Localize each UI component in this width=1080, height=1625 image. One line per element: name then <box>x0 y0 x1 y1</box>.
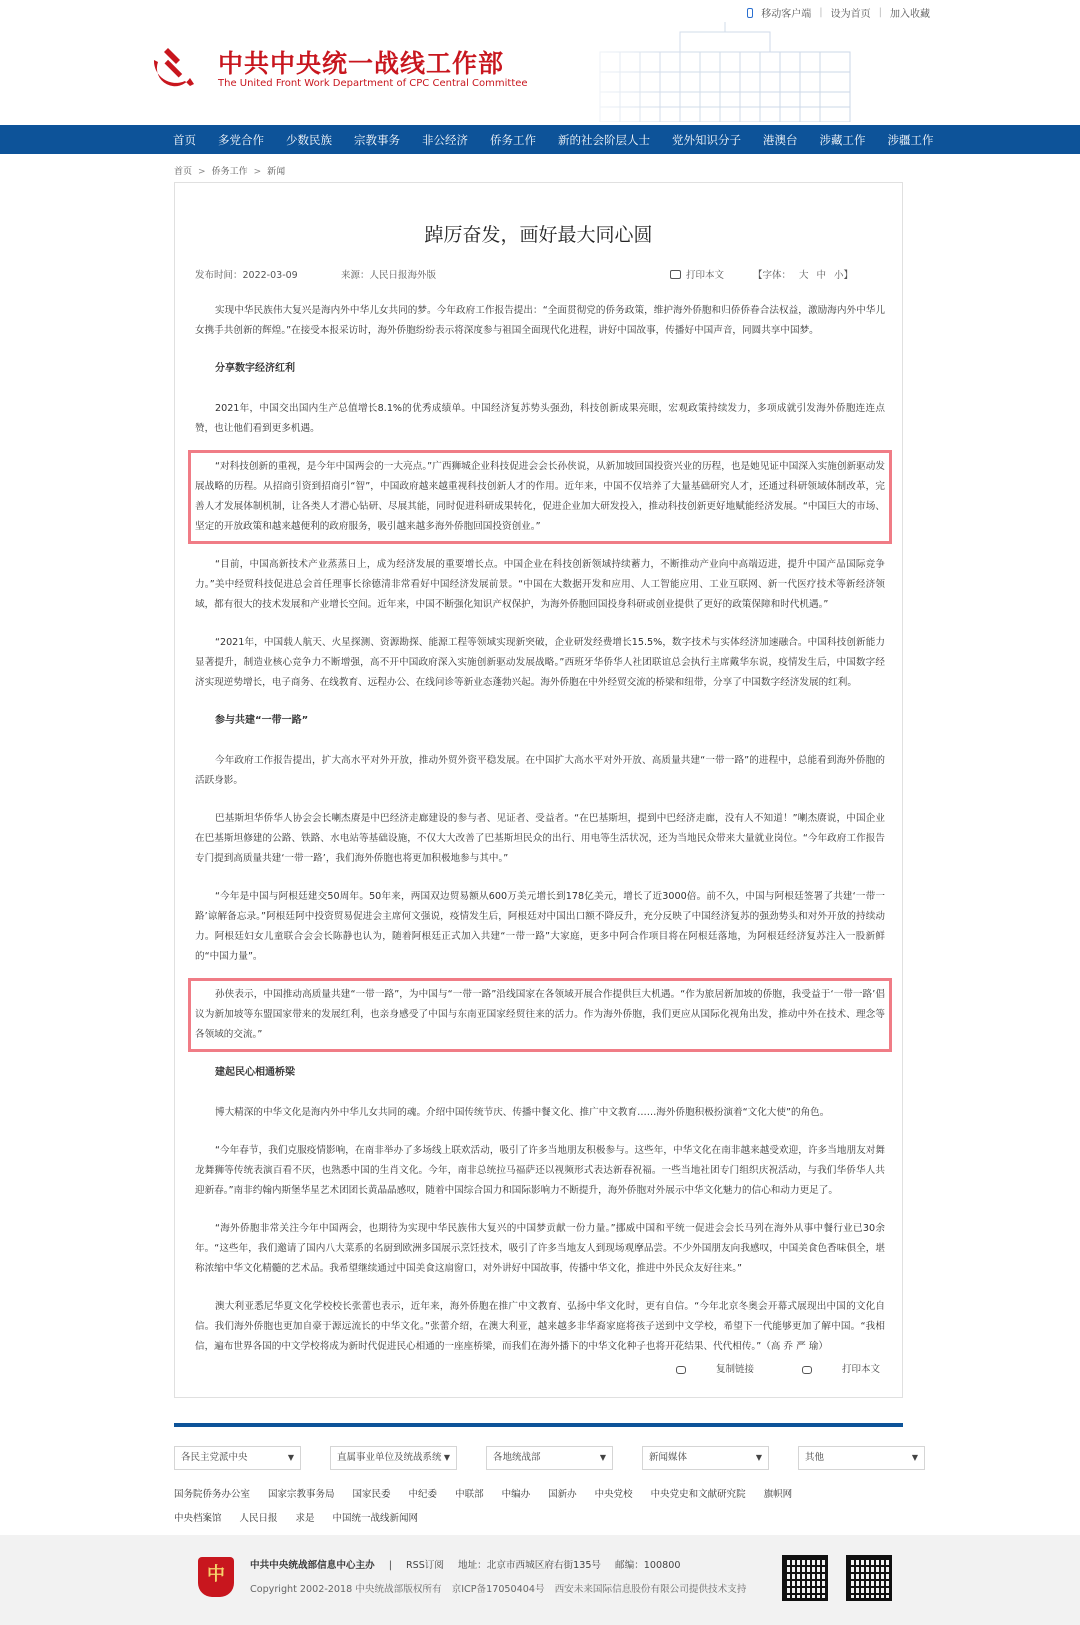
chevron-down-icon: ▼ <box>599 1453 606 1462</box>
friend-link[interactable]: 旗帜网 <box>763 1489 793 1500</box>
nav-new-social[interactable]: 新的社会阶层人士 <box>558 132 650 147</box>
friend-link[interactable]: 中央党史和文献研究院 <box>650 1489 746 1500</box>
paragraph: 2021年，中国交出国内生产总值增长8.1%的优秀成绩单。中国经济复苏势头强劲，科技创新成果亮眼，宏观政策持续发力，多项成就引发海外侨胞连连点赞，也让他们看到更多机遇。 <box>195 403 885 434</box>
divider: | <box>878 7 882 18</box>
paragraph: 实现中华民族伟大复兴是海内外中华儿女共同的梦。今年政府工作报告提出：“全面贯彻党的侨务政策，维护海外侨胞和归侨侨眷合法权益，激励海内外中华儿女携手共创新的辉煌。”在接受本报采访时，海外侨胞纷纷表示将深度参与祖国全面现代化进程，讲好中国故事，传播好中国声音，同圆共享中国梦。 <box>195 305 885 336</box>
section-heading: 建起民心相通桥梁 <box>215 1067 295 1078</box>
link-icon <box>676 1366 686 1374</box>
print-button[interactable]: 打印本文 <box>670 267 724 281</box>
breadcrumb-overseas[interactable]: 侨务工作 <box>211 167 248 177</box>
article-actions <box>628 1361 880 1375</box>
footer-org: 中共中央统战部信息中心主办 <box>250 1560 375 1571</box>
rss-link[interactable]: RSS订阅 <box>405 1560 444 1571</box>
nav-intellectuals[interactable]: 党外知识分子 <box>672 132 741 147</box>
mobile-icon <box>747 8 753 18</box>
chevron-down-icon: ▼ <box>443 1453 450 1462</box>
friend-link[interactable]: 国新办 <box>548 1489 577 1500</box>
chevron-down-icon: ▼ <box>911 1453 918 1462</box>
friend-link[interactable]: 人民日报 <box>239 1513 278 1524</box>
divider-bar <box>174 1423 903 1427</box>
breadcrumb-home[interactable]: 首页 <box>174 167 193 177</box>
footer-info: 中共中央统战部信息中心主办 | RSS订阅 地址：北京市西城区府右街135号 邮编：100800 Copyright 2002-2018 中央统战部版权所有 京ICP备17050404号 西安未来国际信息股份有限公司提供技术支持 <box>250 1560 747 1595</box>
friend-link[interactable]: 中纪委 <box>408 1489 438 1500</box>
friend-link[interactable]: 中联部 <box>455 1489 484 1500</box>
icp-link[interactable]: 京ICP备17050404号 <box>451 1584 545 1595</box>
nav-tibet[interactable]: 涉藏工作 <box>819 132 866 147</box>
footer-zip: 邮编：100800 <box>615 1560 681 1571</box>
friend-link[interactable]: 中央党校 <box>594 1489 633 1500</box>
party-emblem-logo[interactable] <box>150 42 198 90</box>
font-size-control: 【字体： 大 中 小】 <box>753 270 854 281</box>
mobile-client-link[interactable]: 移动客户端 <box>761 9 812 20</box>
paragraph: “目前，中国高新技术产业蒸蒸日上，成为经济发展的重要增长点。中国企业在科技创新领域持续蓄力，不断推动产业向中高端迈进，提升中国产品国际竞争力。”美中经贸科技促进总会首任理事长徐德清非常看好中国经济发展前景。“中国在大数据开发和应用、人工智能应用、工业互联网、新一代医疗技术等新经济领域，都有很大的技术发展和产业增长空间。近年来，中国不断强化知识产权保护，为海外侨胞回国投身科研或创业提供了更好的政策保障和时代机遇。” <box>195 559 885 610</box>
paragraph: “2021年，中国载人航天、火星探测、资源勘探、能源工程等领域实现新突破，企业研发经费增长15.5%，数字技术与实体经济加速融合。中国科技创新能力显著提升，制造业核心竞争力不断增强，高不开中国政府深入实施创新驱动发展战略。”西班牙华侨华人社团联谊总会执行主席戴华东说，疫情发生后，中国数字经济实现逆势增长，电子商务、在线教育、远程办公、在线问诊等新业态蓬勃兴起。海外侨胞在中外经贸交流的桥梁和纽带，分享了中国数字经济发展的红利。 <box>195 637 885 688</box>
friend-links <box>174 1486 903 1534</box>
paragraph: 博大精深的中华文化是海内外中华儿女共同的魂。介绍中国传统节庆、传播中餐文化、推广中文教育……海外侨胞积极扮演着“文化大使”的角色。 <box>215 1107 830 1118</box>
select-parties[interactable]: 各民主党派中央 ▼ <box>174 1446 301 1470</box>
qr-code-icon <box>846 1555 892 1601</box>
select-local-depts[interactable]: 各地统战部 ▼ <box>486 1446 613 1470</box>
friend-link[interactable]: 国家民委 <box>352 1489 391 1500</box>
select-media[interactable]: 新闻媒体 ▼ <box>642 1446 769 1470</box>
nav-nonpublic[interactable]: 非公经济 <box>422 132 468 147</box>
divider: | <box>819 7 823 18</box>
publish-date: 发布时间：2022-03-09 <box>195 270 298 281</box>
nav-ethnic[interactable]: 少数民族 <box>286 132 332 147</box>
paragraph: “今年是中国与阿根廷建交50周年。50年来，两国双边贸易额从600万美元增长到178亿美元，增长了近3000倍。前不久，中国与阿根廷签署了共建‘一带一路’谅解备忘录。”阿根廷阿中投资贸易促进会主席何文强说，疫情发生后，阿根廷对中国出口额不降反升，充分反映了中国经济复苏的强劲势头和对外开放的持续动力。阿根廷妇女儿童联合会会长陈静也认为，随着阿根廷正式加入共建“一带一路”大家庭，更多中阿合作项目将在阿根廷落地，为阿根廷经济复苏注入一股新鲜的“中国力量”。 <box>195 891 885 962</box>
building-illustration <box>560 22 890 122</box>
paragraph: “海外侨胞非常关注今年中国两会，也期待为实现中华民族伟大复兴的中国梦贡献一份力量。”挪威中国和平统一促进会会长马列在海外从事中餐行业已30余年。“这些年，我们邀请了国内八大菜系的名厨到欧洲多国展示烹饪技术，吸引了许多当地友人到现场观摩品尝。不少外国朋友向我感叹，中国美食色香味俱全，堪称浓缩中华文化精髓的艺术品。我希望继续通过中国美食这扇窗口，对外讲好中国故事，传播中华文化，推进中外民众友好往来。” <box>195 1223 885 1274</box>
friend-link[interactable]: 国家宗教事务局 <box>268 1489 335 1500</box>
breadcrumb: 首页 > 侨务工作 > 新闻 <box>174 167 286 177</box>
nav-multiparty[interactable]: 多党合作 <box>218 132 264 147</box>
paragraph: “今年春节，我们克服疫情影响，在南非举办了多场线上联欢活动，吸引了许多当地朋友积极参与。这些年，中华文化在南非越来越受欢迎，许多当地朋友对舞龙舞狮等传统表演百看不厌，也熟悉中国的生肖文化。今年，南非总统拉马福萨还以视频形式表达新春祝福。一些当地社团专门组织庆祝活动，与我们华侨华人共迎新春。”南非约翰内斯堡华星艺术团团长黄晶晶感叹，随着中国综合国力和国际影响力不断提升，海外侨胞对外展示中华文化魅力的信心和动力更足了。 <box>195 1145 885 1196</box>
breadcrumb-news[interactable]: 新闻 <box>267 167 286 177</box>
paragraph: 今年政府工作报告提出，扩大高水平对外开放，推动外贸外资平稳发展。在中国扩大高水平对外开放、高质量共建“一带一路”的进程中，总能看到海外侨胞的活跃身影。 <box>195 755 885 786</box>
nav-religion[interactable]: 宗教事务 <box>354 132 400 147</box>
printer-icon <box>670 270 681 279</box>
link-selects <box>174 1446 954 1470</box>
highlighted-paragraph: 孙侠表示，中国推动高质量共建“一带一路”，为中国与“一带一路”沿线国家在各领域开展合作提供巨大机遇。“作为旅居新加坡的侨胞，我受益于‘一带一路’倡议为新加坡等东盟国家带来的发展红利，也亲身感受了中国与东南亚国家经贸往来的活力。作为海外侨胞，我们更应从国际化视角出发，推动中外在技术、理念等各领域的交流。” <box>195 985 885 1045</box>
article-source: 来源：人民日报海外版 <box>341 270 437 281</box>
select-other[interactable]: 其他 ▼ <box>798 1446 925 1470</box>
article-meta <box>195 267 885 281</box>
copy-link-button[interactable]: 复制链接 <box>652 1361 754 1375</box>
font-large[interactable]: 大 <box>799 270 809 281</box>
section-heading: 分享数字经济红利 <box>215 363 295 374</box>
select-institutions[interactable]: 直属事业单位及统战系统 ▼ <box>330 1446 457 1470</box>
set-homepage-link[interactable]: 设为首页 <box>830 9 871 20</box>
chevron-down-icon: ▼ <box>755 1453 762 1462</box>
qr-code-icon <box>782 1555 828 1601</box>
printer-icon <box>802 1366 812 1374</box>
site-footer <box>0 1535 1080 1625</box>
footer-address: 地址：北京市西城区府右街135号 <box>458 1560 602 1571</box>
nav-home[interactable]: 首页 <box>173 132 196 147</box>
nav-xinjiang[interactable]: 涉疆工作 <box>887 132 934 147</box>
nav-hk-macao-tw[interactable]: 港澳台 <box>763 132 798 147</box>
party-badge-logo: 中 <box>198 1557 234 1597</box>
print-bottom-button[interactable]: 打印本文 <box>778 1361 880 1375</box>
nav-overseas[interactable]: 侨务工作 <box>490 132 536 147</box>
chevron-down-icon: ▼ <box>287 1453 294 1462</box>
top-bar <box>0 0 1080 22</box>
paragraph: 巴基斯坦华侨华人协会会长喇杰赓是中巴经济走廊建设的参与者、见证者、受益者。“在巴基斯坦，提到中巴经济走廊，没有人不知道！”喇杰赓说，中国企业在巴基斯坦修建的公路、铁路、水电站等基础设施，不仅大大改善了巴基斯坦民众的出行、用电等生活状况，还为当地民众带来大量就业岗位。“今年政府工作报告专门提到高质量共建‘一带一路’，我们海外侨胞也将更加积极地参与其中。” <box>195 813 885 864</box>
site-title-cn: 中共中央统一战线工作部 <box>218 49 505 78</box>
article-panel <box>174 182 903 1398</box>
friend-link[interactable]: 国务院侨务办公室 <box>174 1489 251 1500</box>
copyright: Copyright 2002-2018 中央统战部版权所有 <box>250 1584 442 1595</box>
friend-link[interactable]: 中央档案馆 <box>174 1513 222 1524</box>
add-favorite-link[interactable]: 加入收藏 <box>890 9 930 20</box>
friend-link[interactable]: 中编办 <box>501 1489 531 1500</box>
font-small[interactable]: 小】 <box>834 270 854 281</box>
tech-support: 西安未来国际信息股份有限公司提供技术支持 <box>554 1584 747 1595</box>
main-nav <box>0 125 1080 154</box>
font-medium[interactable]: 中 <box>816 270 827 281</box>
article-body <box>195 301 885 1375</box>
site-title-en: The United Front Work Department of CPC Central Committee <box>218 78 528 89</box>
friend-link[interactable]: 中国统一战线新闻网 <box>332 1513 419 1524</box>
highlighted-paragraph: “对科技创新的重视，是今年中国两会的一大亮点。”广西狮城企业科技促进会会长孙侠说，从新加坡回国投资兴业的历程，也是她见证中国深入实施创新驱动发展战略的历程。从招商引资到招商引“智”，中国政府越来越重视科技创新人才的作用。近年来，中国不仅培养了大量基础研究人才，还通过科研领域体制改革，完善人才发展体制机制，让各类人才潜心钻研、尽展其能，同时促进科研成果转化，促进企业加大研发投入，推动科技创新更好地赋能经济发展。“中国巨大的市场、坚定的开放政策和越来越便利的政府服务，吸引越来越多海外侨胞回国投资创业。” <box>195 457 885 537</box>
site-header <box>0 22 1080 122</box>
section-heading: 参与共建“一带一路” <box>215 715 309 726</box>
friend-link[interactable]: 求是 <box>295 1513 315 1524</box>
article-title: 踔厉奋发，画好最大同心圆 <box>424 224 653 246</box>
paragraph: 澳大利亚悉尼华夏文化学校校长张蕾也表示，近年来，海外侨胞在推广中文教育、弘扬中华文化时，更有自信。“今年北京冬奥会开幕式展现出中国的文化自信。我们海外侨胞也更加自豪于源远流长的中华文化。”张蕾介绍，在澳大利亚，越来越多非华裔家庭将孩子送到中文学校，希望下一代能够更加了解中国。“我相信，遍布世界各国的中文学校将成为新时代促进民心相通的一座座桥梁，而我们在海外播下的中华文化种子也将开花结果、代代相传。”（高 乔 严 瑜） <box>195 1301 885 1352</box>
